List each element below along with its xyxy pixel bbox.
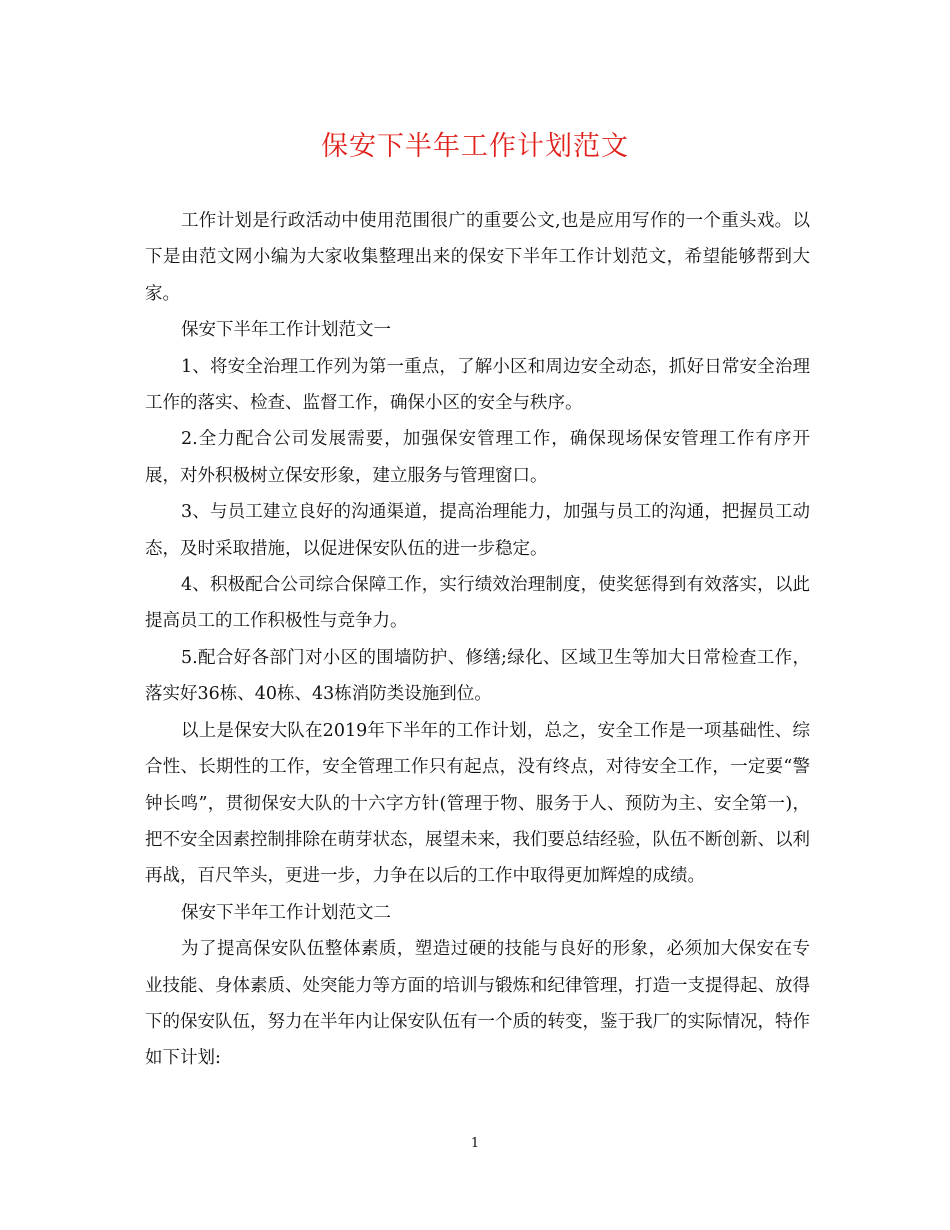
plan-item-1: 1、将安全治理工作列为第一重点，了解小区和周边安全动态，抓好日常安全治理工作的落实、检查、监督工作，确保小区的安全与秩序。: [145, 356, 810, 414]
document-body: [145, 203, 810, 1077]
section-heading-sample-one: 保安下半年工作计划范文一: [181, 320, 391, 341]
sample-two-intro-paragraph: 为了提高保安队伍整体素质，塑造过硬的技能与良好的形象，必须加大保安在专业技能、身体素质、处突能力等方面的培训与锻炼和纪律管理，打造一支提得起、放得下的保安队伍，努力在半年内让保安队伍有一个质的转变，鉴于我厂的实际情况，特作如下计划:: [145, 939, 810, 1069]
intro-paragraph: 工作计划是行政活动中使用范围很广的重要公文,也是应用写作的一个重头戏。以下是由范文网小编为大家收集整理出来的保安下半年工作计划范文，希望能够帮到大家。: [145, 211, 810, 304]
document-title: 保安下半年工作计划范文: [321, 131, 629, 162]
plan-item-3: 3、与员工建立良好的沟通渠道，提高治理能力，加强与员工的沟通，把握员工动态，及时采取措施，以促进保安队伍的进一步稳定。: [145, 502, 810, 559]
section-heading-sample-two: 保安下半年工作计划范文二: [181, 902, 391, 923]
plan-item-5: 5.配合好各部门对小区的围墙防护、修缮;绿化、区域卫生等加大日常检查工作，落实好36栋、40栋、43栋消防类设施到位。: [145, 647, 810, 705]
plan-item-4: 4、积极配合公司综合保障工作，实行绩效治理制度，使奖惩得到有效落实，以此提高员工的工作积极性与竞争力。: [145, 575, 810, 632]
plan-item-2: 2.全力配合公司发展需要，加强保安管理工作，确保现场保安管理工作有序开展，对外积极树立保安形象，建立服务与管理窗口。: [145, 429, 810, 486]
page-number: 1: [470, 1136, 480, 1151]
summary-paragraph: 以上是保安大队在2019年下半年的工作计划，总之，安全工作是一项基础性、综合性、长期性的工作，安全管理工作只有起点，没有终点，对待安全工作，一定要“警钟长鸣”，贯彻保安大队的十六字方针(管理于物、服务于人、预防为主、安全第一)，把不安全因素控制排除在萌芽状态，展望未来，我们要总结经验，队伍不断创新、以利再战，百尺竿头，更进一步，力争在以后的工作中取得更加辉煌的成绩。: [145, 720, 810, 887]
